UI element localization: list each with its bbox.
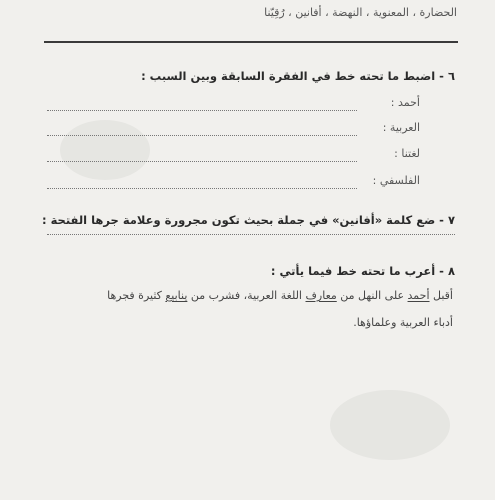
q6-word-ahmad: أحمد : (390, 96, 420, 109)
q8-underlined-yanabi: ينابيع (165, 289, 188, 302)
q6-word-arabiya: العربية : (382, 121, 420, 134)
q8-text: على النهل من (336, 289, 408, 302)
section-divider (44, 41, 458, 43)
q6-answer-line-4[interactable] (47, 188, 357, 189)
q6-answer-line-1[interactable] (47, 110, 357, 111)
question-8-heading: ٨ - أعرب ما تحته خط فيما يأتي : (270, 264, 455, 278)
q8-passage-line-1 (107, 289, 453, 302)
q6-word-falsafi: الفلسفي : (372, 174, 420, 187)
previous-vocabulary-line: الحضارة ، المعنوية ، النهضة ، أفانين ، رُقِيّنا (264, 6, 457, 19)
q8-passage-line-2: أدباء العربية وعلماؤها. (353, 316, 453, 329)
q6-answer-line-3[interactable] (47, 161, 357, 162)
question-6-heading: ٦ - اضبط ما تحته خط في الفقرة السابقة وبين السبب : (141, 69, 455, 83)
q8-text: أقبل (429, 289, 453, 302)
scan-smudge (60, 120, 150, 180)
q8-underlined-ahmad: أحمد (407, 289, 430, 302)
q8-text: اللغة العربية، فشرب من (187, 289, 306, 302)
question-7-heading: ٧ - ضع كلمة «أفانين» في جملة بحيث تكون مجرورة وعلامة جرها الفتحة : (41, 213, 455, 227)
q8-text: كثيرة فجرها (107, 289, 166, 302)
q6-answer-line-2[interactable] (47, 135, 357, 136)
q7-answer-line[interactable] (47, 234, 455, 235)
scan-smudge (330, 390, 450, 460)
q8-underlined-maarif: معارف (305, 289, 337, 302)
q6-word-lughatuna: لغتنا : (394, 147, 420, 160)
